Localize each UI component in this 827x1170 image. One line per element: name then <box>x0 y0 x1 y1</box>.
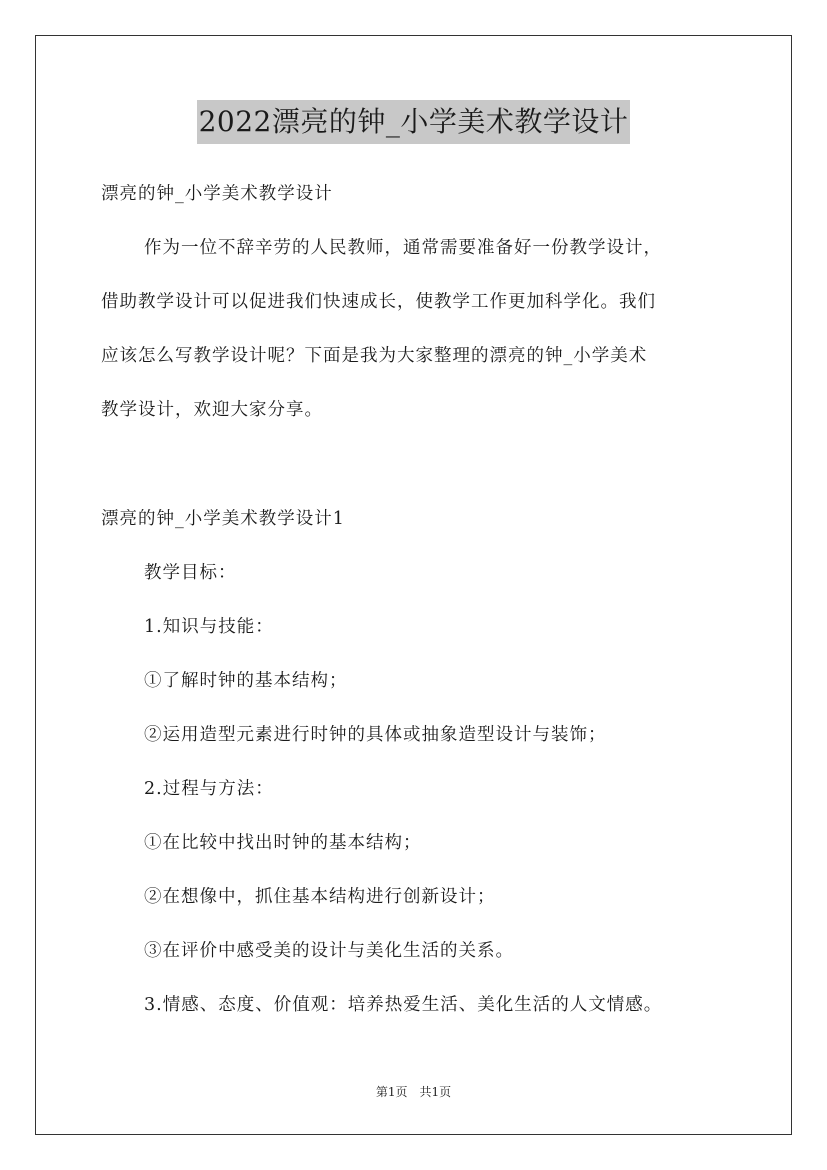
list-item: 1.知识与技能： <box>144 617 274 637</box>
list-item: ②在想像中，抓住基本结构进行创新设计； <box>144 887 496 907</box>
paragraph-line: 应该怎么写教学设计呢？下面是我为大家整理的漂亮的钟_小学美术 <box>101 346 648 366</box>
list-item: ①了解时钟的基本结构； <box>144 671 348 691</box>
paragraph-line: 借助教学设计可以促进我们快速成长，使教学工作更加科学化。我们 <box>101 292 656 312</box>
section-heading: 漂亮的钟_小学美术教学设计1 <box>101 509 345 529</box>
list-item: 3.情感、态度、价值观：培养热爱生活、美化生活的人文情感。 <box>144 995 663 1015</box>
list-item: ③在评价中感受美的设计与美化生活的关系。 <box>144 941 514 961</box>
paragraph-line: 作为一位不辞辛劳的人民教师，通常需要准备好一份教学设计， <box>144 238 662 258</box>
list-item: ②运用造型元素进行时钟的具体或抽象造型设计与装饰； <box>144 725 607 745</box>
intro-heading: 漂亮的钟_小学美术教学设计 <box>101 184 333 204</box>
document-title-block <box>0 100 827 144</box>
list-item: ①在比较中找出时钟的基本结构； <box>144 833 422 853</box>
list-item: 教学目标： <box>144 563 237 583</box>
list-item: 2.过程与方法： <box>144 779 274 799</box>
document-title: 2022漂亮的钟_小学美术教学设计 <box>197 100 631 144</box>
paragraph-line: 教学设计，欢迎大家分享。 <box>101 400 323 420</box>
page-number-footer: 第1页 共1页 <box>375 1085 452 1099</box>
